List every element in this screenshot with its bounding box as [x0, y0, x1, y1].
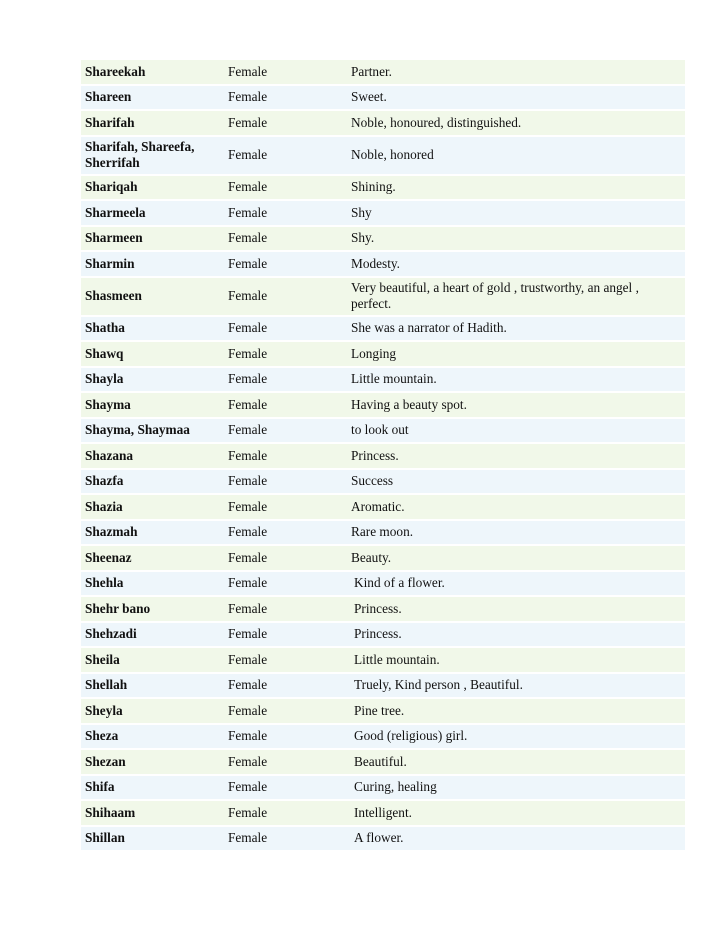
gender-cell: Female [224, 725, 345, 749]
table-row [81, 674, 685, 698]
table-row [81, 317, 685, 341]
table-row [81, 444, 685, 468]
name-cell: Sharmeen [81, 227, 224, 251]
meaning-cell: Curing, healing [345, 776, 685, 800]
gender-cell: Female [224, 176, 345, 200]
gender-cell: Female [224, 252, 345, 276]
gender-cell: Female [224, 60, 345, 84]
meaning-cell: Intelligent. [345, 801, 685, 825]
name-cell: Shayla [81, 368, 224, 392]
gender-cell: Female [224, 572, 345, 596]
table-row [81, 176, 685, 200]
name-cell: Shihaam [81, 801, 224, 825]
table-row [81, 495, 685, 519]
name-cell: Shehr bano [81, 597, 224, 621]
names-table [81, 58, 685, 852]
gender-cell: Female [224, 342, 345, 366]
table-row [81, 801, 685, 825]
meaning-cell: Partner. [345, 60, 685, 84]
name-cell: Shazana [81, 444, 224, 468]
table-row [81, 278, 685, 315]
gender-cell: Female [224, 137, 345, 174]
names-table-body [81, 60, 685, 850]
name-cell: Shezan [81, 750, 224, 774]
gender-cell: Female [224, 699, 345, 723]
meaning-cell: Beautiful. [345, 750, 685, 774]
gender-cell: Female [224, 470, 345, 494]
meaning-cell: Little mountain. [345, 368, 685, 392]
name-cell: Sheyla [81, 699, 224, 723]
name-cell: Sharmeela [81, 201, 224, 225]
gender-cell: Female [224, 801, 345, 825]
name-cell: Sharifah, Shareefa, Sherrifah [81, 137, 224, 174]
name-cell: Shariqah [81, 176, 224, 200]
meaning-cell: Beauty. [345, 546, 685, 570]
gender-cell: Female [224, 597, 345, 621]
name-cell: Sheenaz [81, 546, 224, 570]
gender-cell: Female [224, 317, 345, 341]
meaning-cell: to look out [345, 419, 685, 443]
table-row [81, 111, 685, 135]
gender-cell: Female [224, 419, 345, 443]
meaning-cell: Princess. [345, 597, 685, 621]
meaning-cell: Noble, honoured, distinguished. [345, 111, 685, 135]
table-row [81, 750, 685, 774]
table-row [81, 521, 685, 545]
gender-cell: Female [224, 111, 345, 135]
name-cell: Shayma [81, 393, 224, 417]
table-row [81, 342, 685, 366]
table-row [81, 393, 685, 417]
name-cell: Shayma, Shaymaa [81, 419, 224, 443]
gender-cell: Female [224, 201, 345, 225]
table-row [81, 725, 685, 749]
table-row [81, 137, 685, 174]
name-cell: Sharmin [81, 252, 224, 276]
meaning-cell: Truely, Kind person , Beautiful. [345, 674, 685, 698]
name-cell: Shasmeen [81, 278, 224, 315]
table-row [81, 597, 685, 621]
table-row [81, 368, 685, 392]
meaning-cell: Pine tree. [345, 699, 685, 723]
table-row [81, 648, 685, 672]
name-cell: Shareekah [81, 60, 224, 84]
name-cell: Sharifah [81, 111, 224, 135]
name-cell: Shehzadi [81, 623, 224, 647]
meaning-cell: Shy. [345, 227, 685, 251]
table-row [81, 623, 685, 647]
name-cell: Shazmah [81, 521, 224, 545]
meaning-cell: Princess. [345, 444, 685, 468]
meaning-cell: Kind of a flower. [345, 572, 685, 596]
name-cell: Sheila [81, 648, 224, 672]
gender-cell: Female [224, 776, 345, 800]
gender-cell: Female [224, 368, 345, 392]
name-cell: Shareen [81, 86, 224, 110]
name-cell: Shazia [81, 495, 224, 519]
name-cell: Shatha [81, 317, 224, 341]
gender-cell: Female [224, 521, 345, 545]
meaning-cell: Having a beauty spot. [345, 393, 685, 417]
name-cell: Shillan [81, 827, 224, 851]
gender-cell: Female [224, 546, 345, 570]
meaning-cell: Princess. [345, 623, 685, 647]
name-cell: Shawq [81, 342, 224, 366]
gender-cell: Female [224, 86, 345, 110]
meaning-cell: A flower. [345, 827, 685, 851]
gender-cell: Female [224, 827, 345, 851]
gender-cell: Female [224, 495, 345, 519]
table-row [81, 227, 685, 251]
gender-cell: Female [224, 444, 345, 468]
table-row [81, 252, 685, 276]
name-cell: Sheza [81, 725, 224, 749]
meaning-cell: Longing [345, 342, 685, 366]
name-cell: Shehla [81, 572, 224, 596]
meaning-cell: Good (religious) girl. [345, 725, 685, 749]
gender-cell: Female [224, 674, 345, 698]
name-cell: Shifa [81, 776, 224, 800]
table-row [81, 572, 685, 596]
meaning-cell: Little mountain. [345, 648, 685, 672]
table-row [81, 419, 685, 443]
table-row [81, 546, 685, 570]
meaning-cell: Shy [345, 201, 685, 225]
gender-cell: Female [224, 278, 345, 315]
table-row [81, 827, 685, 851]
name-cell: Shazfa [81, 470, 224, 494]
meaning-cell: Very beautiful, a heart of gold , trustworthy, an angel , perfect. [345, 278, 685, 315]
meaning-cell: Shining. [345, 176, 685, 200]
table-row [81, 470, 685, 494]
gender-cell: Female [224, 623, 345, 647]
table-row [81, 201, 685, 225]
table-row [81, 60, 685, 84]
meaning-cell: Success [345, 470, 685, 494]
table-row [81, 776, 685, 800]
gender-cell: Female [224, 227, 345, 251]
meaning-cell: She was a narrator of Hadith. [345, 317, 685, 341]
table-row [81, 699, 685, 723]
gender-cell: Female [224, 393, 345, 417]
table-row [81, 86, 685, 110]
gender-cell: Female [224, 648, 345, 672]
meaning-cell: Modesty. [345, 252, 685, 276]
meaning-cell: Aromatic. [345, 495, 685, 519]
meaning-cell: Noble, honored [345, 137, 685, 174]
meaning-cell: Rare moon. [345, 521, 685, 545]
gender-cell: Female [224, 750, 345, 774]
name-cell: Shellah [81, 674, 224, 698]
meaning-cell: Sweet. [345, 86, 685, 110]
